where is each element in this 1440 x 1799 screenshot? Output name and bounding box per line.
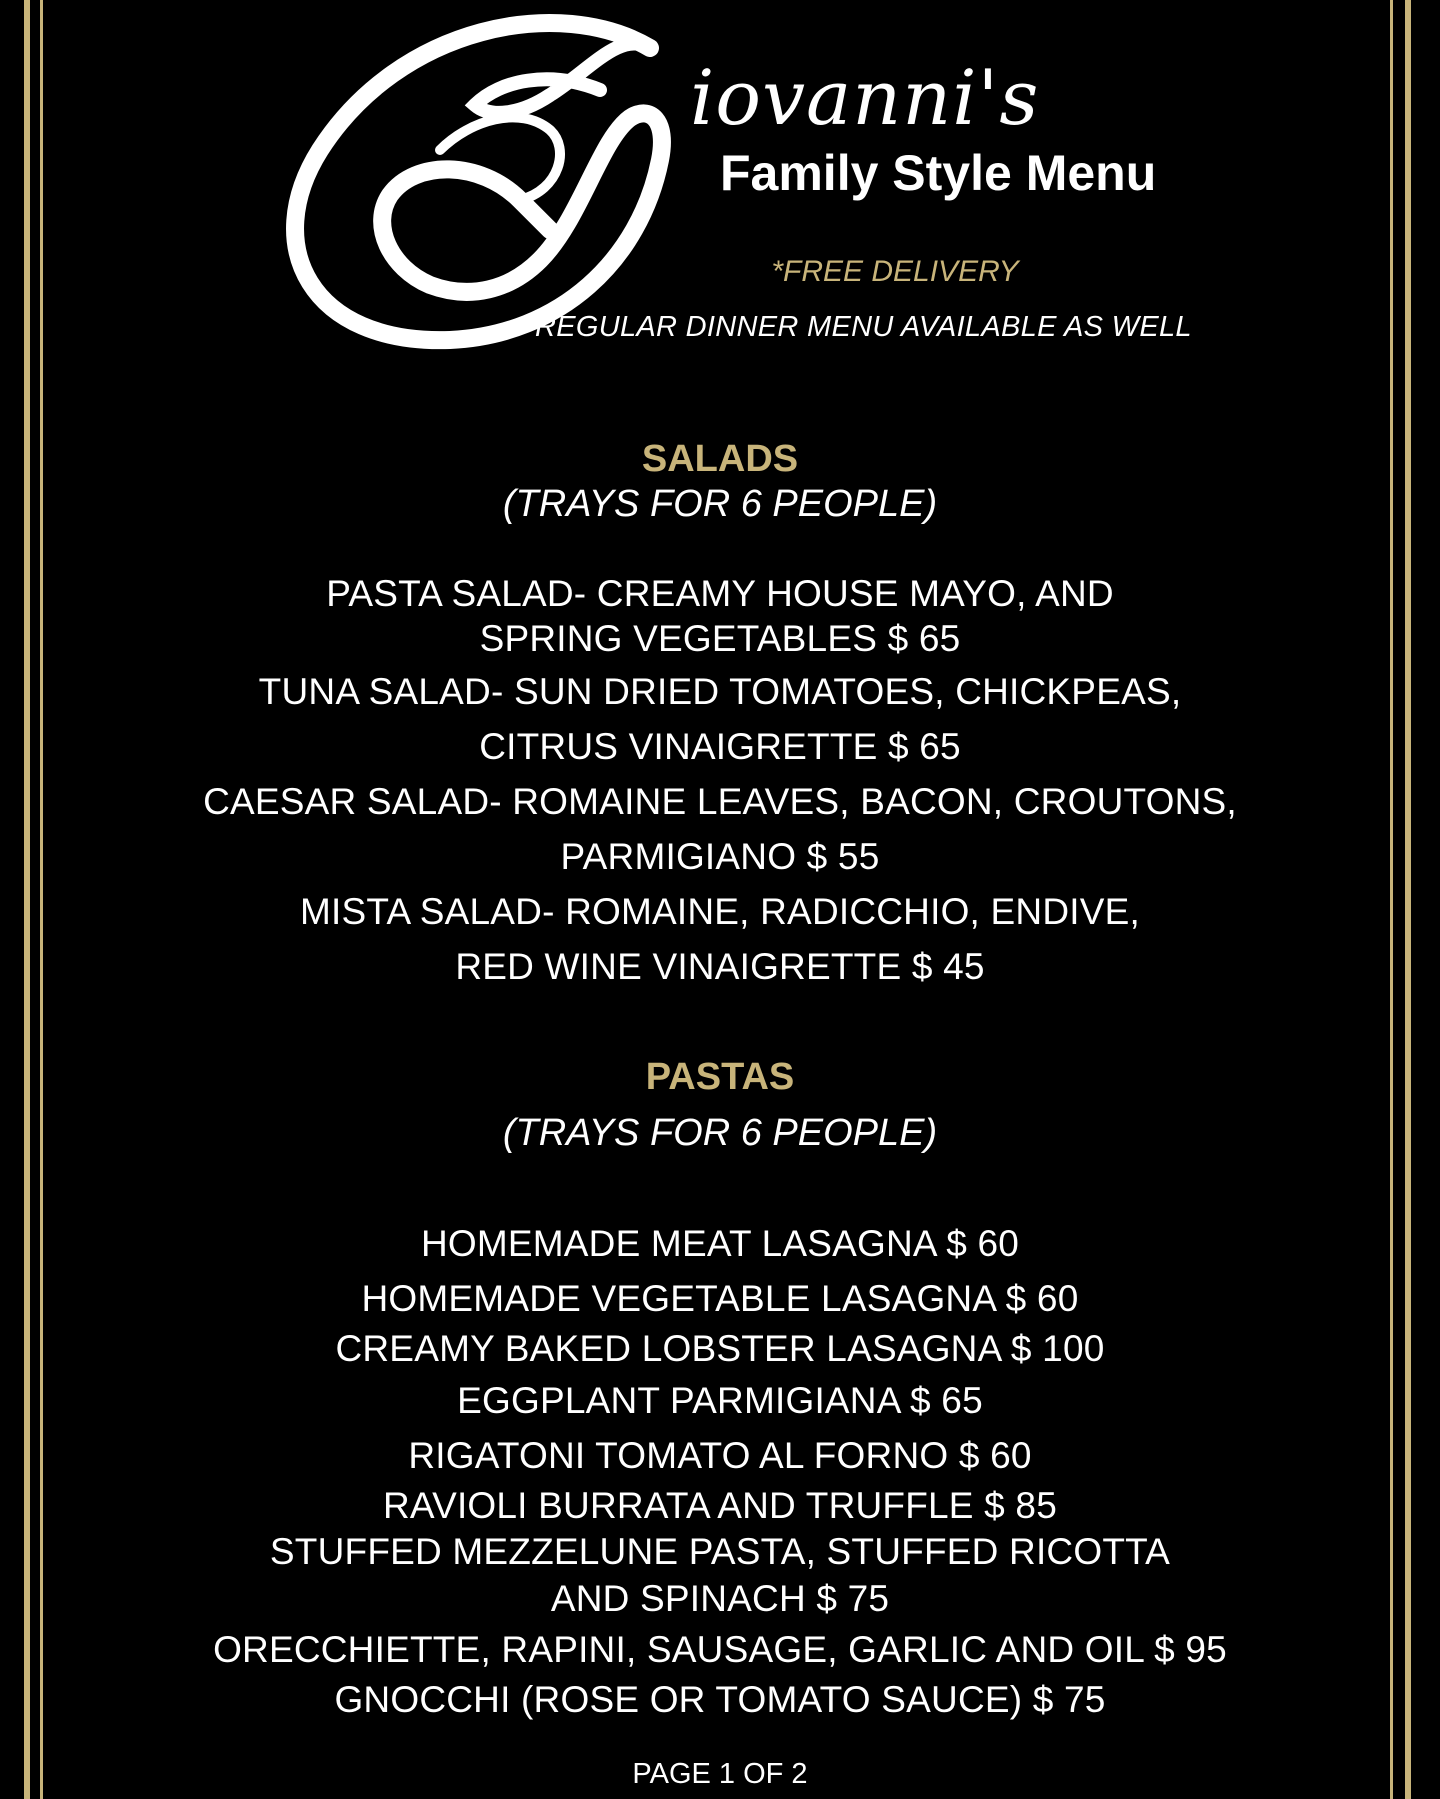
pasta-line: HOMEMADE MEAT LASAGNA $ 60 [420,1223,1020,1264]
pasta-line: AND SPINACH $ 75 [550,1578,890,1619]
pasta-line: STUFFED MEZZELUNE PASTA, STUFFED RICOTTA [269,1531,1171,1572]
salad-line: RED WINE VINAIGRETTE $ 45 [455,946,985,987]
salad-line: SPRING VEGETABLES $ 65 [479,618,961,659]
regular-menu-note: REGULAR DINNER MENU AVAILABLE AS WELL [535,311,1192,343]
pasta-line: HOMEMADE VEGETABLE LASAGNA $ 60 [361,1278,1079,1319]
page-indicator: PAGE 1 OF 2 [632,1758,808,1790]
pasta-line: RAVIOLI BURRATA AND TRUFFLE $ 85 [383,1485,1057,1526]
pasta-line: CREAMY BAKED LOBSTER LASAGNA $ 100 [335,1328,1105,1369]
salads-tray-note: (TRAYS FOR 6 PEOPLE) [502,483,938,525]
pasta-line: RIGATONI TOMATO AL FORNO $ 60 [408,1435,1032,1476]
salad-line: PASTA SALAD- CREAMY HOUSE MAYO, AND [326,573,1114,614]
salad-line: CITRUS VINAIGRETTE $ 65 [479,726,961,767]
logo-g-icon [220,0,680,360]
salad-line: CAESAR SALAD- ROMAINE LEAVES, BACON, CROUTONS, [203,781,1237,822]
free-delivery-note: *FREE DELIVERY [771,255,1019,288]
pasta-line: EGGPLANT PARMIGIANA $ 65 [457,1380,983,1421]
brand-name: iovanni's [690,53,1040,142]
salad-line: PARMIGIANO $ 55 [560,836,880,877]
pasta-line: GNOCCHI (ROSE OR TOMATO SAUCE) $ 75 [334,1679,1106,1720]
salad-line: MISTA SALAD- ROMAINE, RADICCHIO, ENDIVE, [300,891,1140,932]
pasta-line: ORECCHIETTE, RAPINI, SAUSAGE, GARLIC AND OIL $ 95 [213,1629,1227,1670]
pastas-tray-note: (TRAYS FOR 6 PEOPLE) [502,1112,938,1154]
salad-line: TUNA SALAD- SUN DRIED TOMATOES, CHICKPEAS, [258,671,1182,712]
salads-title: SALADS [641,438,799,480]
menu-subtitle: Family Style Menu [720,145,1157,201]
pastas-title: PASTAS [645,1056,795,1098]
